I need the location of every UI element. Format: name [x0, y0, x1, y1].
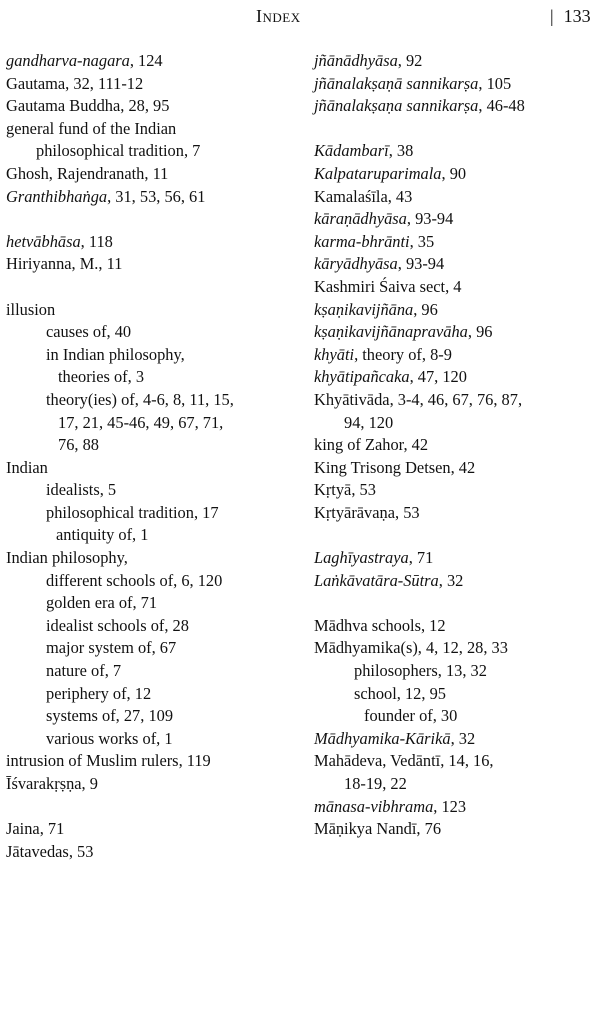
- index-refs: , 96: [413, 299, 438, 319]
- index-refs: , 105: [478, 73, 512, 93]
- index-refs: , 90: [441, 163, 467, 183]
- index-entry: [314, 366, 598, 389]
- index-term: different schools of, 6, 120: [46, 570, 223, 590]
- index-term: Khyātivāda: [314, 389, 390, 409]
- index-term: general fund of the Indian: [6, 118, 177, 138]
- index-entry: [6, 118, 298, 163]
- index-entry: [314, 660, 598, 683]
- index-entry: [6, 818, 298, 841]
- index-term: philosophical tradition, 17: [46, 502, 219, 522]
- index-term: kṣaṇikavijñānapravāha: [314, 322, 468, 342]
- index-term: founder of, 30: [364, 706, 458, 726]
- index-term: King Trisong Detsen: [314, 457, 451, 477]
- index-refs: , 118: [80, 231, 113, 251]
- index-refs: , 3-4, 46, 67, 76, 87,: [389, 389, 523, 409]
- index-entry: [6, 344, 298, 389]
- index-entry: [314, 502, 598, 525]
- index-term: jñānalakṣaṇā sannikarṣa: [314, 73, 479, 93]
- index-entry: [314, 547, 598, 570]
- index-term: Kalpataruparimala: [314, 163, 442, 183]
- index-entry: [314, 570, 598, 593]
- index-refs: , 43: [387, 186, 413, 206]
- index-entry: [6, 615, 298, 638]
- index-refs: , 119: [178, 751, 211, 771]
- index-term: kāraṇādhyāsa: [314, 209, 407, 229]
- index-refs: , 42: [450, 457, 476, 477]
- index-entry-continuation: 18-19, 22: [344, 774, 407, 793]
- index-term: Mādhyamika(s): [314, 638, 418, 658]
- index-term: kṣaṇikavijñāna: [314, 299, 414, 319]
- index-refs: , 46-48: [478, 96, 525, 116]
- index-term: periphery of, 12: [46, 683, 152, 703]
- index-entry: [6, 841, 298, 864]
- index-entry: [314, 186, 598, 209]
- index-term: Hiriyanna, M.: [6, 254, 99, 274]
- index-entry: [6, 95, 298, 118]
- index-term: king of Zahor: [314, 435, 404, 455]
- index-entry: [314, 389, 598, 434]
- index-refs: , 93-94: [406, 209, 454, 229]
- index-entry: [314, 818, 598, 841]
- index-term: gandharva-nagara: [6, 51, 130, 70]
- index-refs: , 53: [351, 480, 376, 500]
- index-term: jñānādhyāsa: [314, 51, 398, 70]
- index-refs: , 32: [438, 570, 464, 590]
- index-term: Gautama Buddha: [6, 96, 121, 116]
- index-term: nature of, 7: [46, 661, 122, 681]
- index-term: illusion: [6, 299, 56, 319]
- index-entry: [6, 73, 298, 96]
- index-term: Gautama: [6, 73, 66, 93]
- index-refs: , 42: [403, 435, 429, 455]
- index-entry: [6, 705, 298, 728]
- index-entry: [6, 479, 298, 502]
- index-entry: [6, 457, 298, 480]
- index-term: golden era of, 71: [46, 593, 158, 613]
- index-term: antiquity of, 1: [56, 525, 149, 545]
- index-entry: [314, 276, 598, 299]
- index-term: Mādhva schools: [314, 615, 421, 635]
- index-refs: , 4, 12, 28, 33: [417, 638, 508, 658]
- index-entry: [6, 750, 298, 773]
- index-entry: [6, 660, 298, 683]
- index-term: theory(ies) of, 4-6, 8, 11, 15,: [46, 389, 234, 409]
- index-term: Indian: [6, 457, 48, 477]
- running-title: Index: [256, 6, 301, 26]
- index-term: Māṇikya Nandī: [314, 819, 417, 839]
- index-entry: [6, 389, 298, 457]
- index-term: in Indian philosophy,: [46, 344, 185, 364]
- index-entry: [6, 299, 298, 322]
- index-refs: , 14, 16,: [440, 751, 494, 771]
- index-refs: , 71: [408, 548, 434, 568]
- index-entry: [314, 705, 598, 728]
- index-refs: , theory of, 8-9: [354, 344, 452, 364]
- index-entry-continuation: theories of, 3: [58, 367, 145, 387]
- index-entry: [314, 95, 598, 118]
- index-entry: [314, 50, 598, 73]
- index-term: Mahādeva, Vedāntī: [314, 751, 441, 771]
- index-refs: , 32: [450, 728, 476, 748]
- index-term: Kādambarī: [314, 141, 389, 161]
- index-term: Mādhyamika-Kārikā: [314, 728, 451, 748]
- index-refs: , 11: [98, 254, 123, 274]
- index-refs: , 96: [467, 322, 493, 342]
- index-term: Jātavedas: [6, 841, 69, 861]
- index-entry: [314, 434, 598, 457]
- index-entry: [314, 728, 598, 751]
- index-term: karma-bhrānti: [314, 231, 410, 251]
- index-term: idealists, 5: [46, 480, 117, 500]
- index-entry: [314, 615, 598, 638]
- page-header: [0, 6, 600, 30]
- index-refs: , 12: [420, 615, 446, 635]
- index-entry: [6, 502, 298, 525]
- index-entry: [314, 299, 598, 322]
- index-term: philosophers, 13, 32: [354, 661, 487, 681]
- index-entry: [6, 547, 298, 570]
- index-entry: [314, 321, 598, 344]
- index-term: Indian philosophy,: [6, 548, 128, 568]
- index-entry: [314, 344, 598, 367]
- index-entry: [6, 321, 298, 344]
- index-term: school, 12, 95: [354, 683, 446, 703]
- index-entry-continuation: 94, 120: [344, 412, 394, 432]
- page-number: | 133: [550, 6, 591, 26]
- index-entry: [314, 479, 598, 502]
- index-column-left: [6, 50, 298, 863]
- index-refs: , 76: [416, 819, 442, 839]
- index-refs: , 53: [395, 502, 420, 522]
- index-refs: , 53: [68, 841, 94, 861]
- index-term: Kṛtyārāvaṇa: [314, 502, 395, 522]
- index-entry: [314, 637, 598, 660]
- index-refs: , 32, 111-12: [65, 73, 144, 93]
- index-refs: , 93-94: [397, 254, 445, 274]
- index-entry: [6, 637, 298, 660]
- index-term: kāryādhyāsa: [314, 254, 398, 274]
- index-term: Granthibhaṅga: [6, 186, 108, 206]
- index-term: intrusion of Muslim rulers: [6, 751, 179, 771]
- index-refs: , 9: [81, 774, 98, 793]
- index-term: Īśvarakṛṣṇa: [6, 774, 82, 793]
- index-entry: [6, 773, 298, 796]
- index-entry: [314, 796, 598, 819]
- index-term: major system of, 67: [46, 638, 177, 658]
- index-term: Laghīyastraya: [314, 548, 409, 568]
- index-term: Kamalaśīla: [314, 186, 388, 206]
- index-refs: , 4: [445, 276, 462, 296]
- index-entry: [314, 208, 598, 231]
- index-refs: , 47, 120: [409, 367, 467, 387]
- index-entry-continuation: philosophical tradition, 7: [36, 141, 201, 161]
- index-entry: [6, 163, 298, 186]
- index-term: Kṛtyā: [314, 480, 352, 500]
- index-entry: [6, 570, 298, 593]
- index-entry: [6, 524, 298, 547]
- index-entry: [314, 163, 598, 186]
- index-entry: [6, 231, 298, 254]
- index-entry: [6, 50, 298, 73]
- index-refs: , 11: [144, 163, 169, 183]
- index-term: khyāti: [314, 344, 355, 364]
- index-refs: , 28, 95: [120, 96, 170, 116]
- index-refs: , 31, 53, 56, 61: [107, 186, 206, 206]
- index-entry: [314, 140, 598, 163]
- index-term: Jaina: [6, 819, 40, 839]
- index-term: Ghosh, Rajendranath: [6, 163, 145, 183]
- index-refs: , 38: [388, 141, 414, 161]
- index-refs: , 124: [129, 51, 163, 70]
- index-term: various works of, 1: [46, 728, 173, 748]
- index-term: mānasa-vibhrama: [314, 796, 434, 816]
- index-term: systems of, 27, 109: [46, 706, 174, 726]
- index-column-right: [314, 50, 598, 841]
- index-entry: [314, 73, 598, 96]
- index-term: Laṅkāvatāra-Sūtra: [314, 570, 439, 590]
- index-term: jñānalakṣaṇa sannikarṣa: [314, 96, 479, 116]
- index-refs: , 92: [397, 51, 423, 70]
- index-refs: , 35: [409, 231, 435, 251]
- index-term: causes of, 40: [46, 322, 132, 342]
- index-refs: , 71: [39, 819, 65, 839]
- index-entry: [6, 592, 298, 615]
- index-entry: [314, 457, 598, 480]
- index-term: idealist schools of, 28: [46, 615, 189, 635]
- index-entry: [314, 231, 598, 254]
- index-term: khyātipañcaka: [314, 367, 410, 387]
- index-term: Kashmiri Śaiva sect: [314, 276, 446, 296]
- index-entry: [314, 253, 598, 276]
- index-term: hetvābhāsa: [6, 231, 81, 251]
- index-entry: [6, 186, 298, 209]
- index-entry-continuation: 17, 21, 45-46, 49, 67, 71,: [58, 412, 224, 432]
- index-entry-continuation: 76, 88: [58, 435, 99, 455]
- index-entry: [6, 728, 298, 751]
- index-entry: [314, 750, 598, 795]
- index-entry: [6, 683, 298, 706]
- index-refs: , 123: [433, 796, 467, 816]
- index-entry: [314, 683, 598, 706]
- index-entry: [6, 253, 298, 276]
